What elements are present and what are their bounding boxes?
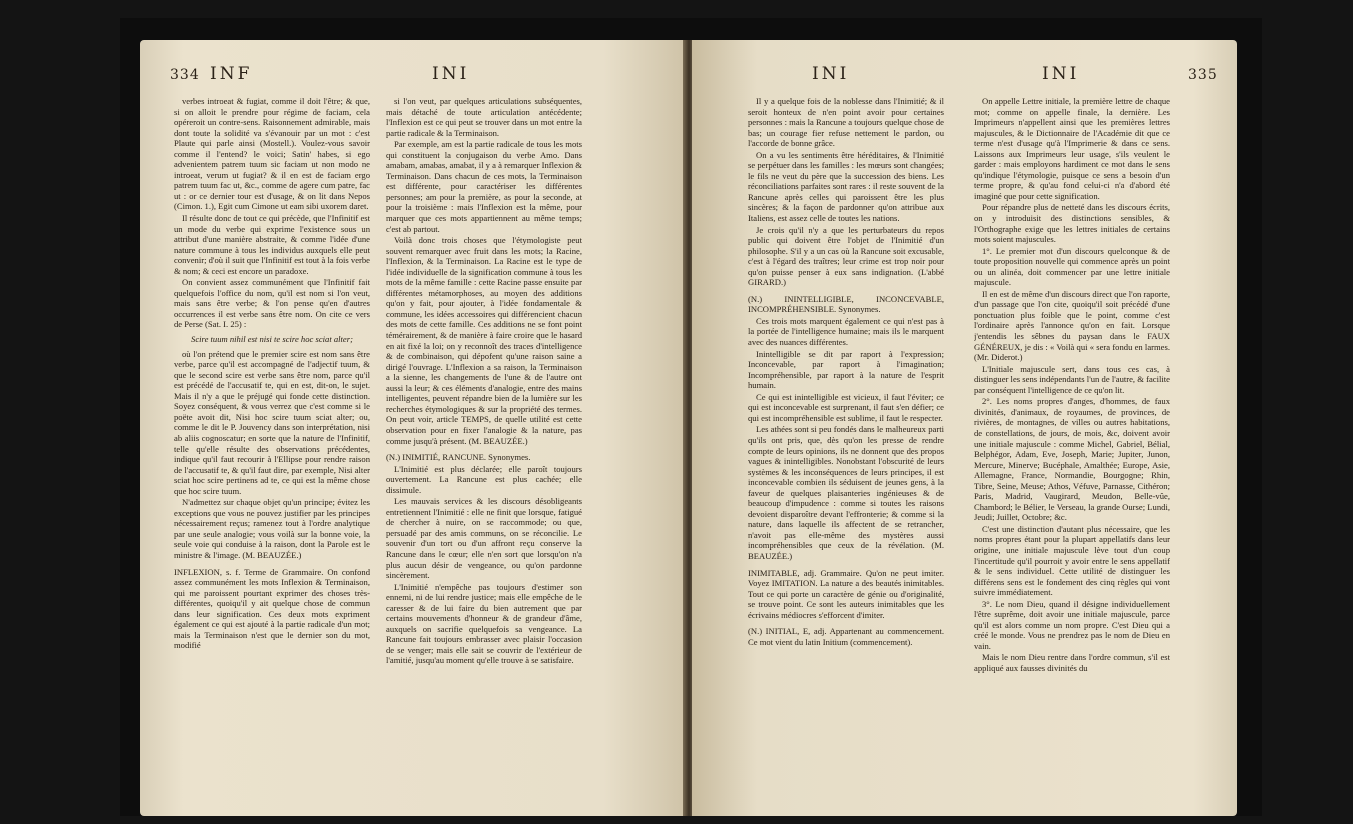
left-column-1 xyxy=(174,96,370,796)
paragraph: Il y a quelque fois de la noblesse dans l'Inimitié; & il seroit honteux de n'en point avoir pour certaines personnes : mais la Rancune a toujours quelque chose de bas; un courage fier refuse nettement le pardon, ou l'accorde de bonne grâce. xyxy=(748,96,944,149)
right-column-2 xyxy=(974,96,1170,796)
left-page xyxy=(140,40,685,816)
left-running-header xyxy=(140,64,685,90)
dictionary-entry: INIMITABLE, adj. Grammaire. Qu'on ne peut imiter. Voyez IMITATION. La nature a des beautés inimitables. Tout ce qui porte un caractère de génie ou d'originalité, se trouve point. Ce sont les auteurs inimitables que les écrivains médiocres s'efforcent d'imiter. xyxy=(748,567,944,620)
paragraph: 2°. Les noms propres d'anges, d'hommes, de faux divinités, d'animaux, de royaumes, de provinces, de rivières, de montagnes, de villes ou autres habitations, de constellations, de jours, de mois, &c, doivent avoir une initiale majuscule : comme Michel, Gabriel, Bélial, Belphégor, Adam, Eve, Joseph, Marie; Jupiter, Junon, Mercure, Minerve; Bucéphale, Amalthée; Europe, Asie, Allemagne, France, Normandie, Bourgogne; Rhin, Tibre, Seine, Meuse; Athos, Véfuve, Parnasse, Cithéron; Paris, Madrid, Vaugirard, Meudon, Belle-vûe, Chambord; le Bélier, le Verseau, la grande Ourse; Lundi, Jeudi; Juillet, Octobre; &c. xyxy=(974,396,1170,523)
paragraph: Mais le nom Dieu rentre dans l'ordre commun, s'il est appliqué aux fausses divinités du xyxy=(974,652,1170,673)
paragraph: Voilà donc trois choses que l'étymologiste peut souvent remarquer avec fruit dans les mots; la Racine, l'Inflexion, & la Terminaison. La Racine est le type de l'idée individuelle de la signification commune à tous les mots de la même famille : cette Racine passe ensuite par différentes métamorphoses, au moyen des additions qu'on y fait, pour ajouter, à l'idée fondamentale & commune, les idées accessoires qui différencient chacun des mots de cette famille. Ces additions ne se font point témérairement, & de manière à faire croire que le hasard en ait fixé la loi; on y reconnoît des traces d'intelligence & de combinaison, qui dépofent qu'une raison saine a dirigé l'ouvrage. L'Inflexion a sa raison, la Terminaison a la sienne, les changements de l'une & de l'autre ont aussi la leur; & ces éléments d'analogie, entre des mains intelligentes, peuvent répandre bien de la lumière sur les recherches étymologiques & sur la propriété des termes. On peut voir, article TEMPS, de quelle utilité est cette observation pour en fixer l'analogie & la nature, pas comme jusqu'à présent. (M. BEAUZÉE.) xyxy=(386,235,582,446)
paragraph: N'admettez sur chaque objet qu'un principe; évitez les exceptions que vous ne pouvez justifier par les principes nécessairement reçus; ramenez tout à l'ordre analytique par une seule analogie; vous voilà sur la bonne voie, la seule voie qui conduise à la raison, dont la Parole est le ministre & l'image. (M. BEAUZÉE.) xyxy=(174,497,370,560)
page-number: 335 xyxy=(1188,67,1218,83)
paragraph: Ces trois mots marquent également ce qui n'est pas à la portée de l'intelligence humaine; mais ils le marquent avec des nuances différentes. xyxy=(748,315,944,348)
paragraph: Les athées sont si peu fondés dans le malheureux parti qu'ils ont pris, que, dès qu'on les presse de rendre compte de leurs opinions, ils ne donnent que des propos vagues & inintelligibles. Nonobstant l'obscurité de leurs systèmes & les inconséquences de leurs principes, il est inconcevable combien ils séduisent de jeunes gens, à la faveur de quelques plaisanteries ingénieuses & de beaucoup d'impudence : comme si toutes les raisons devoient disparoître devant l'effronterie; & comme si la nature, dans laquelle ils affectent de se retrancher, n'avoit pas elle-même des mystères aussi incompréhensibles que ceux de la révélation. (M. BEAUZÉE.) xyxy=(748,424,944,561)
running-head-left: INF xyxy=(210,64,253,84)
paragraph: 3°. Le nom Dieu, quand il désigne individuellement l'être suprême, doit avoir une initiale majuscule, parce qu'il est alors comme un nom propre. C'est Dieu qui a créé le monde. Vous ne prendrez pas le nom de Dieu en vain. xyxy=(974,598,1170,651)
paragraph: Pour répandre plus de netteté dans les discours écrits, on y introduisit des distinctions sensibles, & l'Orthographe exige que les lettres initiales de certains mots soient majuscules. xyxy=(974,202,1170,245)
running-head-right: INI xyxy=(432,64,470,84)
dictionary-entry: (N.) INIMITIÉ, RANCUNE. Synonymes. xyxy=(386,452,531,463)
paragraph: L'Inimitié n'empêche pas toujours d'estimer son ennemi, ni de lui rendre justice; mais elle empêche de le caresser & de lui faire du bien autrement que par certains mouvements d'honneur & de grandeur d'âme, auxquels on sacrifie quelquefois sa vengeance. La Rancune fait toujours embrasser avec plaisir l'occasion de se venger; mais elle sait se couvrir de l'extérieur de l'amitié, jusqu'au moment qu'elle trouve à se satisfaire. xyxy=(386,581,582,666)
book-spread xyxy=(120,18,1262,816)
paragraph: 1°. Le premier mot d'un discours quelconque & de toute proposition nouvelle qui commence après un point ou un alinéa, doit commencer par une lettre initiale majuscule. xyxy=(974,245,1170,288)
paragraph: L'Inimitié est plus déclarée; elle paroît toujours ouvertement. La Rancune est plus cachée; elle dissimule. xyxy=(386,463,582,495)
right-column-1 xyxy=(748,96,944,796)
paragraph: Inintelligible se dit par raport à l'expression; Inconcevable, par raport à l'imagination; Incompréhensible, par raport à la nature de l'esprit humain. xyxy=(748,348,944,391)
dictionary-entry: (N.) ININTELLIGIBLE, INCONCEVABLE, INCOMPRÉHENSIBLE. Synonymes. xyxy=(748,293,944,315)
paragraph: verbes introeat & fugiat, comme il doit l'être; & que, si on alloit le prendre pour régime de faciam, cela opéreroit un contre-sens. Raisonnement admirable, mais dont toute la solidité va s'évanouir par un mot : c'est Plaute qui parle ainsi (Mostell.). Voulez-vous savoir comme il l'entend? le voici; Satin' habes, si ego advenientem patrem tuum sic faciam ut non modo ne introeat, verum ut fugiat? & il en est de faciam ergo patrem tuum fac ut, &c., comme de agere cum patre, fac ut : or ce dernier tour est d'usage, & on lit dans Nepos (Cimon. 1.), Egit cum Cimone ut eam sibi uxorem daret. xyxy=(174,96,370,212)
paragraph: Par exemple, am est la partie radicale de tous les mots qui constituent la conjugaison du verbe Amo. Dans amabam, amabas, amabat, il y a à remarquer Inflexion & Terminaison. Dans chacun de ces mots, la Terminaison est différente, pour caractériser les différentes personnes; am pour la première, as pour la seconde, at pour la troisième : mais l'Inflexion est la même, pour marquer que ces mots appartiennent au même temps; c'est ab partout. xyxy=(386,139,582,234)
paragraph: Ce qui est inintelligible est vicieux, il faut l'éviter; ce qui est inconcevable est surprenant, il faut s'en défier; ce qui est incompréhensible est sublime, il faut le respecter. xyxy=(748,391,944,423)
running-head-left: INI xyxy=(812,64,850,84)
paragraph: C'est une distinction d'autant plus nécessaire, que les noms propres étant pour la plupart appellatifs dans leur origine, une initiale majuscule lève tout d'un coup l'incertitude qu'il pourroit y avoir entre le sens appellatif & le sens individuel. Cette utilité de distinguer les différens sens est le fondement des cinq règles qui vont suivre immédiatement. xyxy=(974,523,1170,598)
paragraph: si l'on veut, par quelques articulations subséquentes, mais détaché de toute articulation antécédente; l'Inflexion est ce qui peut se trouver dans un mot entre la partie radicale & la Terminaison. xyxy=(386,96,582,138)
right-running-header xyxy=(692,64,1237,90)
page-number: 334 xyxy=(170,67,200,83)
paragraph: Il résulte donc de tout ce qui précède, que l'Infinitif est un mode du verbe qui exprime l'existence sous un attribut d'une manière abstraite, & comme l'idée d'une nature commune à tous les individus auxquels elle peut convenir; d'où il suit que l'Infinitif est tout à la fois verbe & nom; & ceci est encore un paradoxe. xyxy=(174,213,370,276)
right-page xyxy=(692,40,1237,816)
paragraph: Je crois qu'il n'y a que les perturbateurs du repos public qui doivent être l'objet de l'Inimitié d'un philosophe. S'il y a un cas où la Rancune soit excusable, c'est à l'égard des traîtres; leur crime est trop noir pour qu'on puisse penser à eux sans indignation. (L'abbé GIRARD.) xyxy=(748,224,944,288)
paragraph: On convient assez communément que l'Infinitif fait quelquefois l'office du nom, qu'il est nom si l'on veut, mais sans être verbe; & l'on pense qu'en d'autres occurrences il est verbe sans être nom. On cite ce vers de Perse (Sat. I. 25) : xyxy=(174,277,370,330)
paragraph: Les mauvais services & les discours désobligeants entretiennent l'Inimitié : elle ne finit que lorsque, fatigué de chercher à nuire, on se raccommode; ou que, persuadé par des amis communs, on se réconcilie. Le souvenir d'un tort ou d'un affront reçu conserve la Rancune dans le cœur; elle n'en sort que lorsqu'on n'a plus aucun désir de vengeance, ou qu'on pardonne sincèrement. xyxy=(386,496,582,581)
paragraph: L'Initiale majuscule sert, dans tous ces cas, à distinguer les sens indépendants l'un de l'autre, & facilite par conséquent l'intelligence de ce qu'on lit. xyxy=(974,363,1170,395)
left-column-2 xyxy=(386,96,582,796)
dictionary-entry: INFLEXION, s. f. Terme de Grammaire. On confond assez communément les mots Inflexion & Terminaison, qui me paroissent pourtant exprimer des choses très-différentes, quoiqu'il y ait quelque chose de commun dans leur signification. Ces deux mots expriment également ce qui est ajouté à la partie radicale d'un mot; mais la Terminaison n'est que le dernier son du mot, modifié xyxy=(174,566,370,651)
quotation: Scire tuum nihil est nisi te scire hoc sciat alter; xyxy=(191,334,353,345)
running-head-right: INI xyxy=(1042,64,1080,84)
paragraph: On appelle Lettre initiale, la première lettre de chaque mot; comme on appelle finale, la dernière. Les Imprimeurs n'appellent ainsi que les premières lettres majuscules, & le Dictionnaire de l'Académie dit que ce terme n'est d'usage qu'à l'Imprimerie & dans ce sens. Laissons aux Imprimeurs leur usage, s'ils veulent le garder : mais employons hardiment ce mot dans le sens qu'indique l'étymologie, puisque ce sens a besoin d'un terme propre, & qu'au fond celui-ci n'a d'abord été imaginé que pour cette signification. xyxy=(974,96,1170,201)
paragraph: où l'on prétend que le premier scire est nom sans être verbe, parce qu'il est accompagné de l'adjectif tuum, & que le second scire est verbe sans être nom, parce qu'il est précédé de l'accusatif te, qui en est, dit-on, le sujet. Mais il n'y a que le préjugé qui fonde cette distinction. Soyez conséquent, & vous verrez que c'est comme si le poëte avoit dit, Nisi hoc scire tuum sciat alter; ou, comme le dit le P. Jouvency dans son interprétation, nisi ab aliis cognoscatur; en sorte que la nature de l'Infinitif, telle qu'elle résulte des observations précédentes, indique qu'il faut recourir à l'Ellipse pour rendre raison de l'accusatif te, & qu'il faut dire, par exemple, Nisi alter sciat hoc scire pertinens ad te, ce qui est la même chose que hoc scire tuum. xyxy=(174,348,370,496)
paragraph: Il en est de même d'un discours direct que l'on raporte, d'un passage que l'on cite, quoiqu'il soit précédé d'une ponctuation plus foible que le point, comme c'est l'ordinaire après l'annonce qu'on en fait. Lorsque j'entendis les sêbnes du paysan dans le FAUX GÉNÉREUX, je dis : « Voilà qui « sera fondu en larmes. (Mr. Diderot.) xyxy=(974,288,1170,363)
dictionary-entry: (N.) INITIAL, E, adj. Appartenant au commencement. Ce mot vient du latin Initium (commencement). xyxy=(748,626,944,647)
paragraph: On a vu les sentiments être héréditaires, & l'Inimitié se perpétuer dans les familles : les mœurs sont changées; le fils ne veut du père que la succession des biens. Les réconciliations parfaites sont rares : il reste souvent de la Rancune après celles qui paroissent être les plus sincères; & la façon de pardonner qu'on attribue aux Italiens, est assez celle de toutes les nations. xyxy=(748,149,944,224)
